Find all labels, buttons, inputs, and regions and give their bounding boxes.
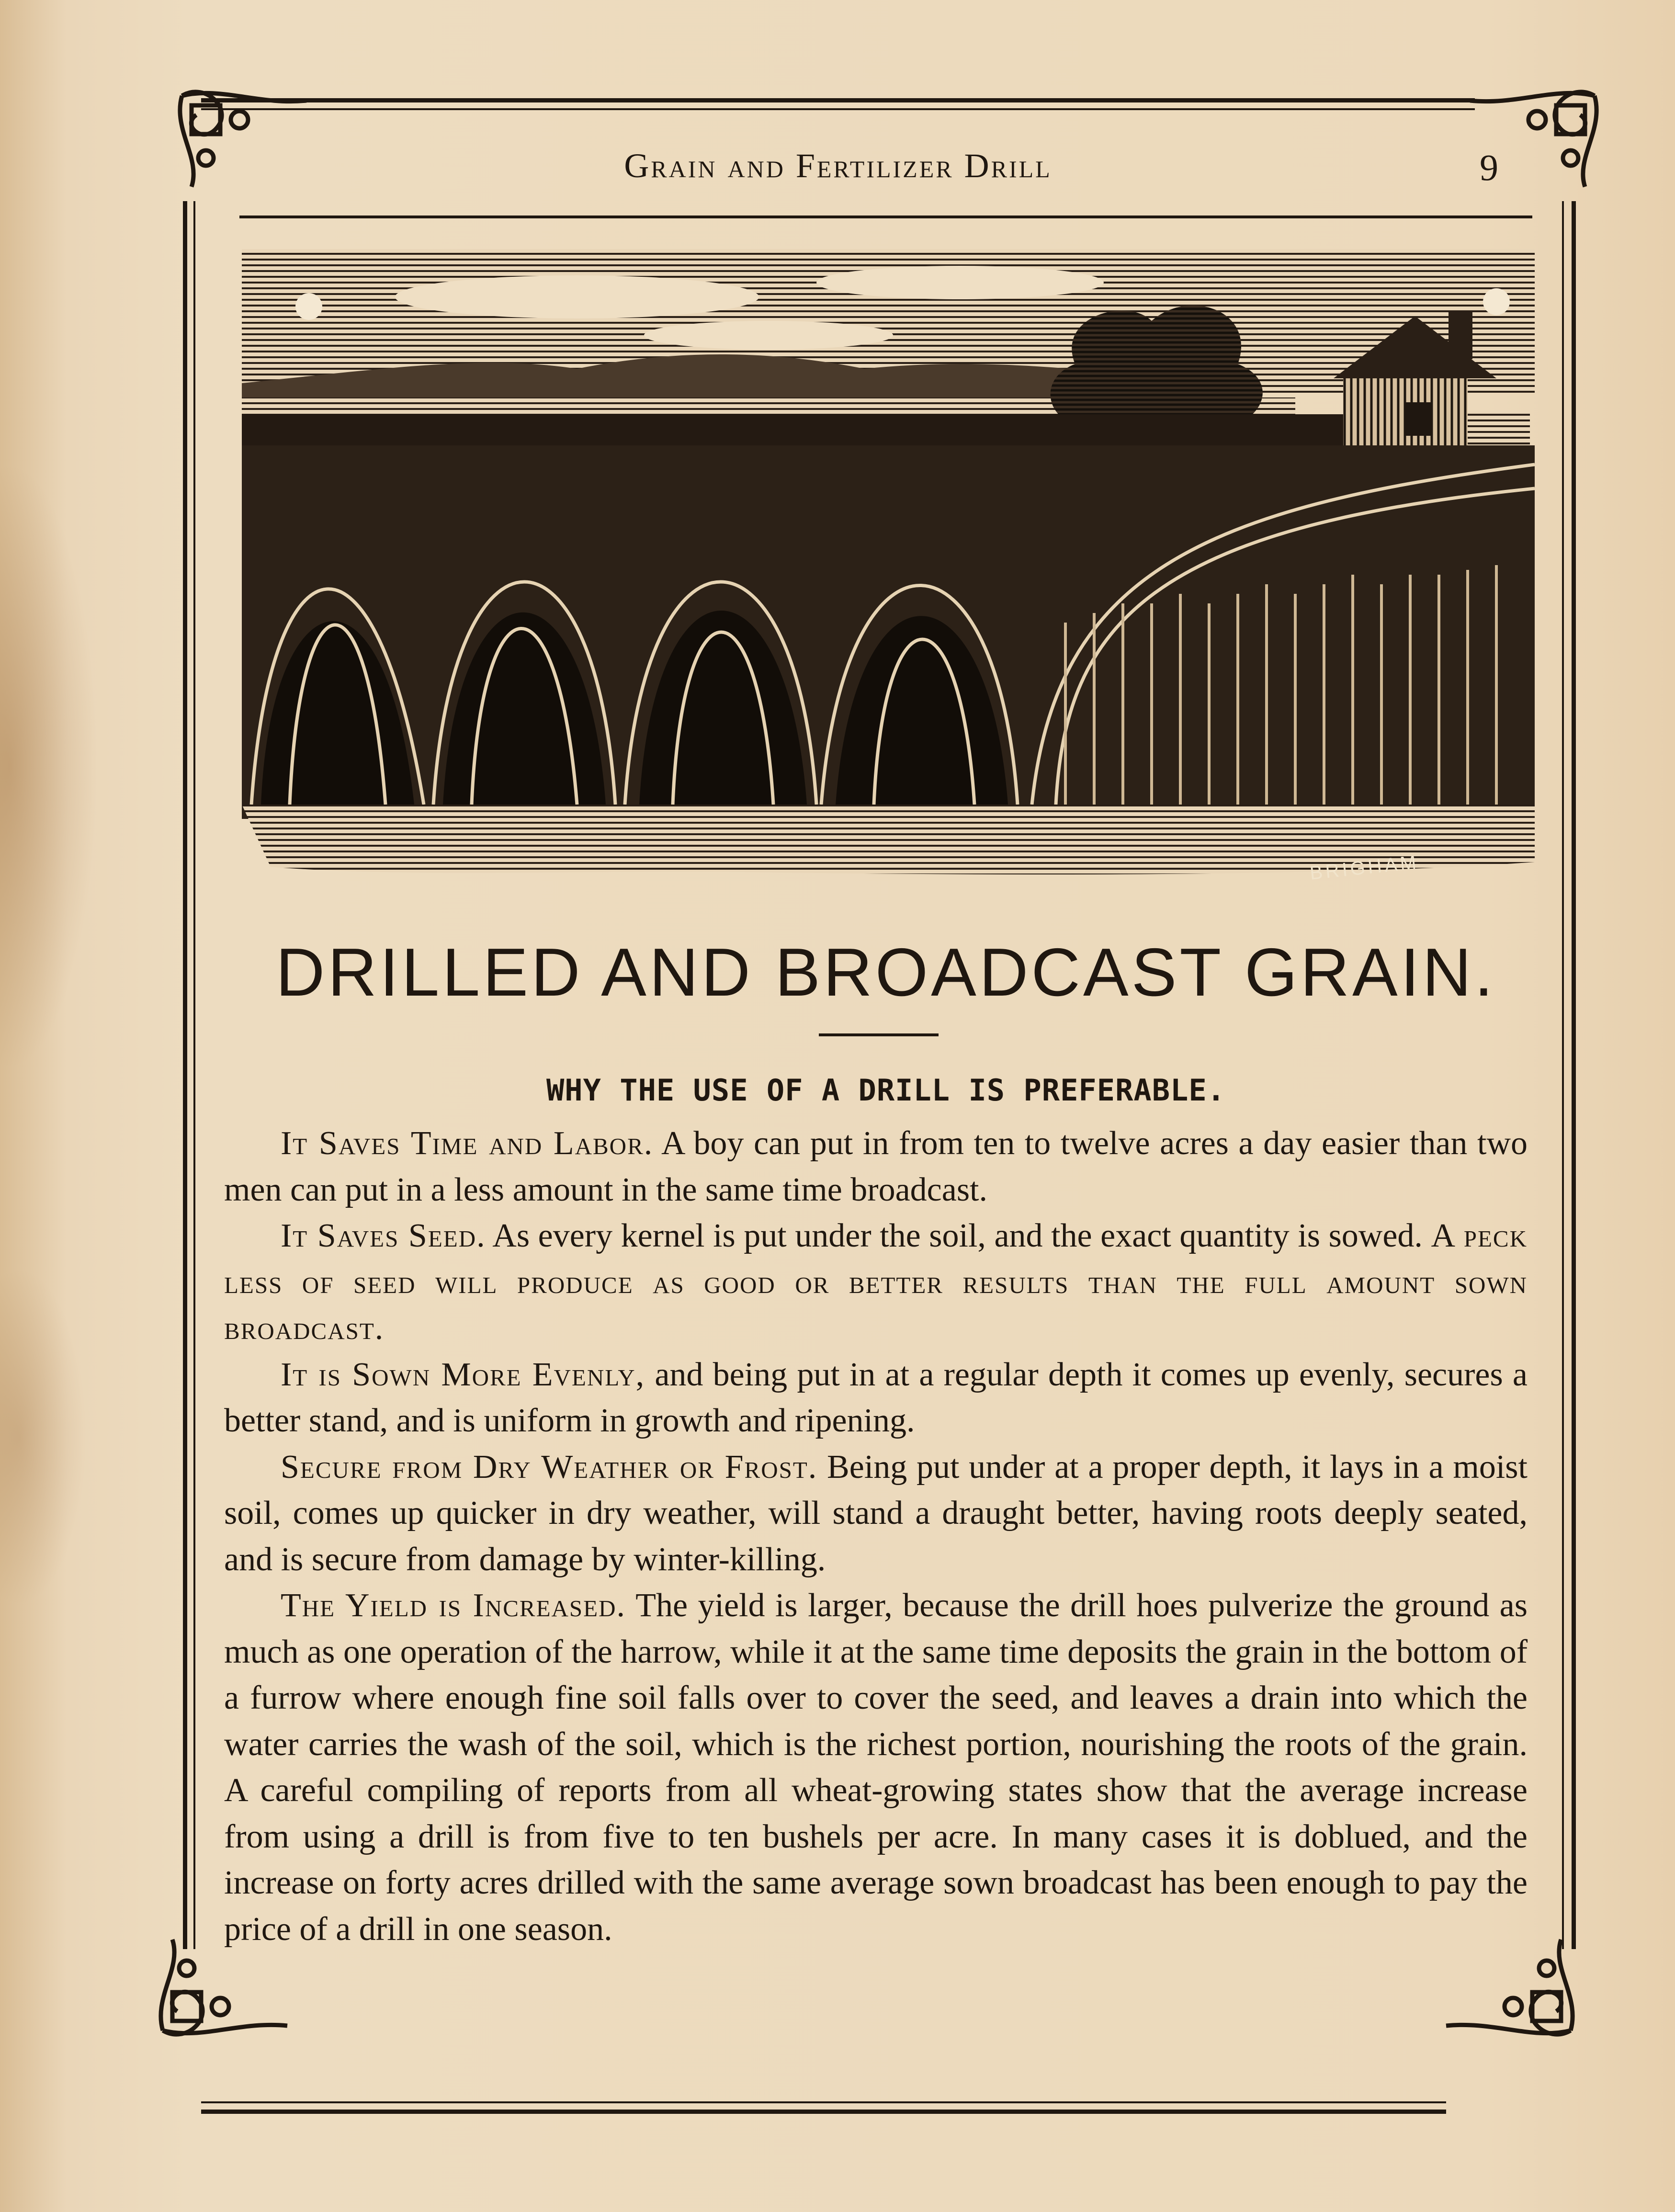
page-number: 9 — [1480, 147, 1498, 188]
frame-top-inner-rule — [201, 108, 1475, 110]
frame-right-outer-rule — [1572, 201, 1576, 1949]
sun-right — [1483, 288, 1510, 315]
paragraph-dry-weather — [224, 1444, 1528, 1583]
paragraph-sown-evenly — [224, 1352, 1528, 1444]
paragraph-text: A boy can put in from ten to twelve acres a day easier than two men can put in a less amount in the same time broadcast. — [224, 1125, 1528, 1208]
paragraph-lead: The Yield is Increased. — [281, 1587, 626, 1624]
paragraph-saves-time — [224, 1121, 1528, 1213]
paragraph-text: Being put under at a proper depth, it lays in a moist soil, comes up quicker in dry weather, will stand a draught better, having roots deeply seated, and is secure from damage by winter-killing. — [224, 1448, 1528, 1578]
frame-top-outer-rule — [201, 98, 1475, 102]
sun-left — [295, 293, 322, 320]
paragraph-lead: It is Sown More Evenly, — [281, 1356, 645, 1393]
running-head: Grain and Fertilizer Drill — [624, 147, 1052, 185]
paragraph-lead: It Saves Seed. — [281, 1217, 486, 1254]
headline: DRILLED AND BROADCAST GRAIN. — [275, 934, 1496, 1010]
frame-right-inner-rule — [1562, 201, 1564, 1949]
paragraph-lead: It Saves Time and Labor. — [281, 1125, 654, 1162]
paragraph-emphasis: A peck less of seed will produce as good or better results than the full amount sown broadcast. — [224, 1217, 1528, 1347]
frame-left-inner-rule — [193, 201, 195, 1949]
body-text — [224, 1121, 1528, 1952]
paragraph-text: and being put in at a regular depth it comes up evenly, secures a better stand, and is uniform in growth and ripening. — [224, 1356, 1528, 1439]
paragraph-text: As every kernel is put under the soil, and the exact quantity is sowed. — [486, 1217, 1431, 1254]
frame-bottom-outer-rule — [201, 2110, 1446, 2114]
paragraph-saves-seed — [224, 1213, 1528, 1352]
headline-divider — [819, 1033, 939, 1036]
hedge-row — [242, 414, 1343, 448]
engraver-signature: BRIGHAM — [1309, 851, 1420, 884]
wheat-field-engraving — [242, 239, 1535, 910]
paragraph-lead: Secure from Dry Weather or Frost. — [281, 1448, 818, 1486]
header-rule — [239, 216, 1532, 218]
paragraph-yield-increased — [224, 1583, 1528, 1952]
paragraph-text: The yield is larger, because the drill hoes pulverize the ground as much as one operation of the harrow, while it at the same time deposits the grain in the bottom of a furrow where enough fine soil falls over to cover the seed, and leaves a drain into which the water carries the wash of the soil, which is the richest portion, nourishing the roots of the grain. A careful compiling of reports from all wheat-growing states show that the average increase from using a drill is from five to ten bushels per acre. In many cases it is doblued, and the increase on forty acres drilled with the same average sown broadcast has been enough to pay the price of a drill in one season. — [224, 1587, 1528, 1948]
corner-ornament-top-left — [163, 77, 321, 201]
subheading: WHY THE USE OF A DRILL IS PREFERABLE. — [546, 1073, 1226, 1108]
frame-left-outer-rule — [183, 201, 187, 1949]
frame-bottom-inner-rule — [201, 2101, 1446, 2103]
